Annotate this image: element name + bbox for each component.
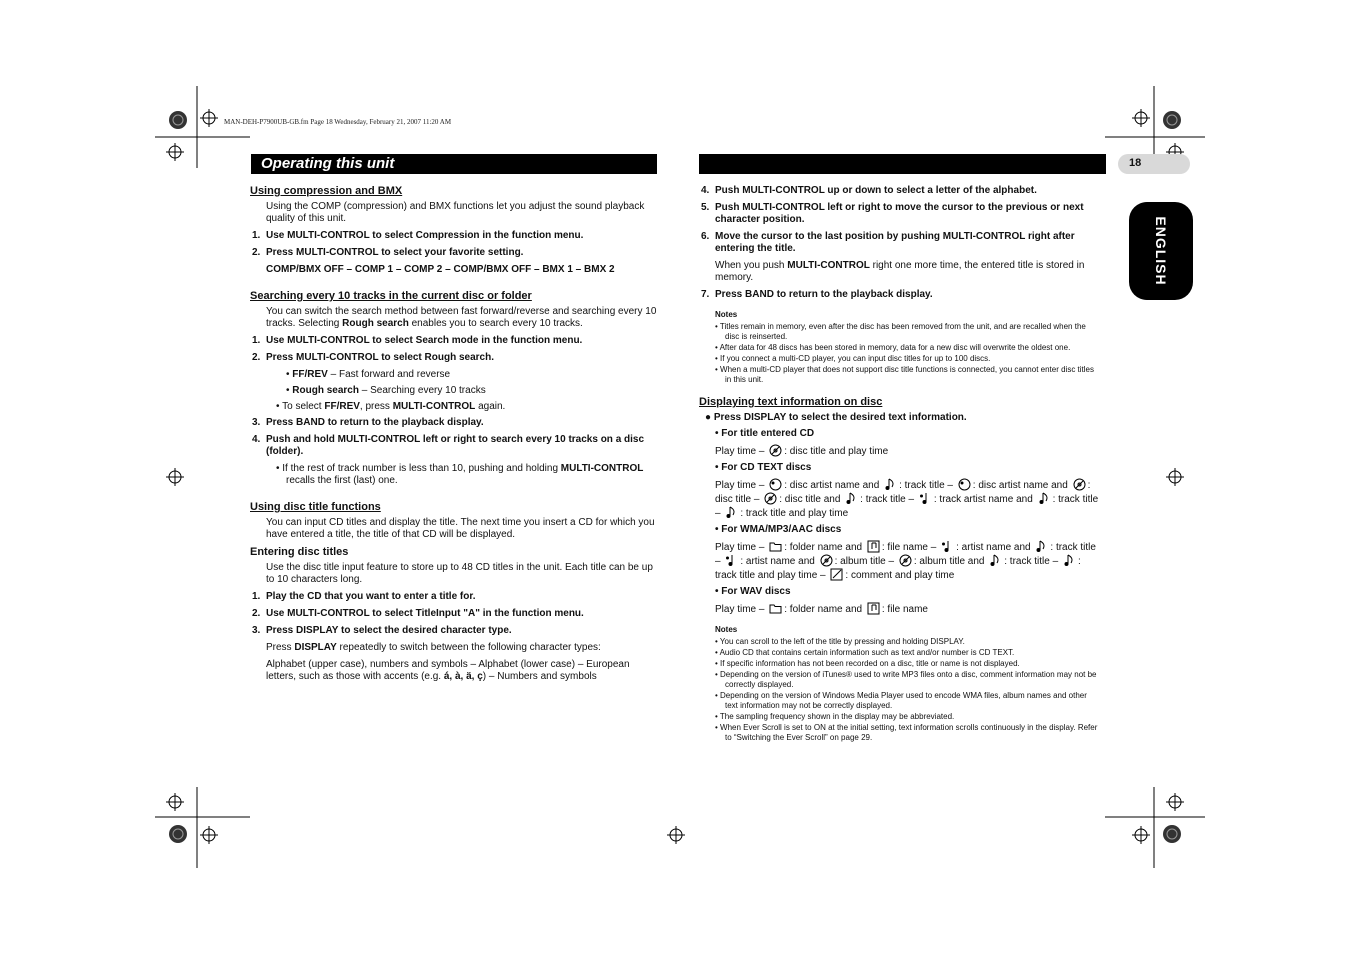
disc-icon — [1073, 478, 1086, 491]
track-icon — [845, 492, 858, 505]
step: 2. Press MULTI-CONTROL to select your favorite setting. — [252, 247, 524, 258]
language-tab — [1129, 202, 1193, 300]
section-header-bar — [251, 154, 657, 174]
subheading-entering-disc-titles: Entering disc titles — [250, 546, 349, 558]
disc-artist-icon — [769, 478, 782, 491]
list-item: • FF/REV – Fast forward and reverse — [286, 369, 451, 380]
label-wma-mp3-aac: • For WMA/MP3/AAC discs — [715, 524, 842, 535]
heading-disc-title: Using disc title functions — [250, 501, 381, 513]
track-icon — [1035, 540, 1048, 553]
note: • Depending on the version of Windows Media Player used to encode WMA files, album names and other text information may not be correctly displayed. — [715, 691, 1087, 710]
note: • After data for 48 discs has been stored in memory, data for a new disc will overwrite the oldest one. — [715, 343, 1071, 352]
step: 1. Play the CD that you want to enter a title for. — [252, 591, 476, 602]
heading-displaying-text: Displaying text information on disc — [699, 396, 883, 408]
note: • You can scroll to the left of the title by pressing and holding DISPLAY. — [715, 637, 965, 646]
step: 4. Push and hold MULTI-CONTROL left or right to search every 10 tracks on a disc (folder). — [252, 434, 645, 457]
step: 6. Move the cursor to the last position by pushing MULTI-CONTROL right after entering the title. — [701, 231, 1075, 254]
instruction: ● Press DISPLAY to select the desired text information. — [705, 412, 967, 423]
display-sequence: Play time – : disc title and play time — [715, 446, 889, 457]
disc-icon — [764, 492, 777, 505]
file-icon — [867, 540, 880, 553]
track-icon — [1038, 492, 1051, 505]
note: • If specific information has not been recorded on a disc, title or name is not displayed. — [715, 659, 1020, 668]
note: • When Ever Scroll is set to ON at the initial setting, text information scrolls continuously in the display. Refer to “Switching the Ever Scroll” on page 29. — [715, 723, 1098, 742]
track-icon — [1063, 554, 1076, 567]
setting-sequence: COMP/BMX OFF – COMP 1 – COMP 2 – COMP/BMX OFF – BMX 1 – BMX 2 — [266, 264, 615, 275]
file-info: MAN-DEH-P7900UB-GB.fm Page 18 Wednesday, February 21, 2007 11:20 AM — [224, 118, 452, 126]
track-icon — [884, 478, 897, 491]
heading-compression-bmx: Using compression and BMX — [250, 185, 403, 197]
list-item: • Rough search – Searching every 10 tracks — [286, 385, 486, 396]
notes-label: Notes — [715, 625, 738, 634]
step: 2. Use MULTI-CONTROL to select TitleInput "A" in the function menu. — [252, 608, 584, 619]
folder-icon — [769, 540, 782, 553]
paragraph: When you push MULTI-CONTROL right one more time, the entered title is stored in memory. — [715, 260, 1085, 283]
track-icon — [725, 506, 738, 519]
note: • The sampling frequency shown in the display may be abbreviated. — [715, 712, 955, 721]
list-item: • If the rest of track number is less than 10, pushing and holding MULTI-CONTROL recalls the first (last) one. — [276, 463, 644, 486]
label-title-entered-cd: • For title entered CD — [715, 428, 815, 439]
display-sequence: Play time – : disc artist name and : track title – : disc artist name and : disc title – : disc title and : track title – : track artist name and : track title – : track title and play time — [715, 480, 1099, 519]
step: 3. Press DISPLAY to select the desired character type. — [252, 625, 512, 636]
note: • Audio CD that contains certain information such as text and/or number is CD TEXT. — [715, 648, 1015, 657]
note: • If you connect a multi-CD player, you can input disc titles for up to 100 discs. — [715, 354, 991, 363]
right-column — [699, 182, 1099, 744]
notes-label: Notes — [715, 310, 738, 319]
note: • When a multi-CD player that does not support disc title functions is connected, you cannot enter disc titles in this unit. — [715, 365, 1094, 384]
disc-icon — [820, 554, 833, 567]
step: 1. Use MULTI-CONTROL to select Search mode in the function menu. — [252, 335, 583, 346]
folder-icon — [769, 602, 782, 615]
paragraph: Using the COMP (compression) and BMX functions let you adjust the sound playback quality of this unit. — [266, 201, 645, 224]
paragraph: Use the disc title input feature to store up to 48 CD titles in the unit. Each title can be up to 10 characters long. — [266, 562, 653, 585]
display-sequence: Play time – : folder name and : file name — [715, 604, 928, 615]
paragraph: You can input CD titles and display the title. The next time you insert a CD for which you have entered a title, the title of that CD will be displayed. — [266, 517, 655, 540]
page-number-badge — [1118, 154, 1190, 174]
language-label: ENGLISH — [1153, 216, 1169, 286]
step: 1. Use MULTI-CONTROL to select Compression in the function menu. — [252, 230, 584, 241]
disc-icon — [769, 444, 782, 457]
display-sequence: Play time – : folder name and : file name – : artist name and : track title – : artist name and : album title – : album title and : track title – : track title and play time – : comment and play time — [715, 542, 1096, 581]
track-artist-icon — [919, 492, 932, 505]
disc-icon — [899, 554, 912, 567]
comment-icon — [830, 568, 843, 581]
step: 4. Push MULTI-CONTROL up or down to select a letter of the alphabet. — [701, 185, 1037, 196]
heading-search-10-tracks: Searching every 10 tracks in the current disc or folder — [250, 290, 532, 302]
step: 3. Press BAND to return to the playback display. — [252, 417, 484, 428]
section-title: Operating this unit — [261, 155, 395, 172]
note: • Depending on the version of iTunes® used to write MP3 files onto a disc, comment information may not be correctly displayed. — [715, 670, 1097, 689]
track-icon — [989, 554, 1002, 567]
list-item: • To select FF/REV, press MULTI-CONTROL again. — [276, 401, 506, 412]
paragraph: Alphabet (upper case), numbers and symbols – Alphabet (lower case) – European letters, such as those with accents (e.g. á, à, ä, ç) – Numbers and symbols — [266, 659, 630, 682]
track-artist-icon — [725, 554, 738, 567]
disc-artist-icon — [958, 478, 971, 491]
step: 5. Push MULTI-CONTROL left or right to move the cursor to the previous or next character position. — [701, 202, 1084, 225]
left-column — [250, 182, 660, 688]
step: 2. Press MULTI-CONTROL to select Rough search. — [252, 352, 495, 363]
file-icon — [867, 602, 880, 615]
page-number: 18 — [1129, 157, 1142, 169]
track-artist-icon — [941, 540, 954, 553]
paragraph: Press DISPLAY repeatedly to switch between the following character types: — [266, 642, 601, 653]
label-wav: • For WAV discs — [715, 586, 791, 597]
label-cd-text: • For CD TEXT discs — [715, 462, 812, 473]
paragraph: You can switch the search method between fast forward/reverse and searching every 10 tracks. Selecting Rough search enables you to search every 10 tracks. — [266, 306, 657, 329]
note: • Titles remain in memory, even after the disc has been removed from the unit, and are recalled when the disc is reinserted. — [715, 322, 1086, 341]
step: 7. Press BAND to return to the playback display. — [701, 289, 933, 300]
header-bar-right — [699, 154, 1106, 174]
